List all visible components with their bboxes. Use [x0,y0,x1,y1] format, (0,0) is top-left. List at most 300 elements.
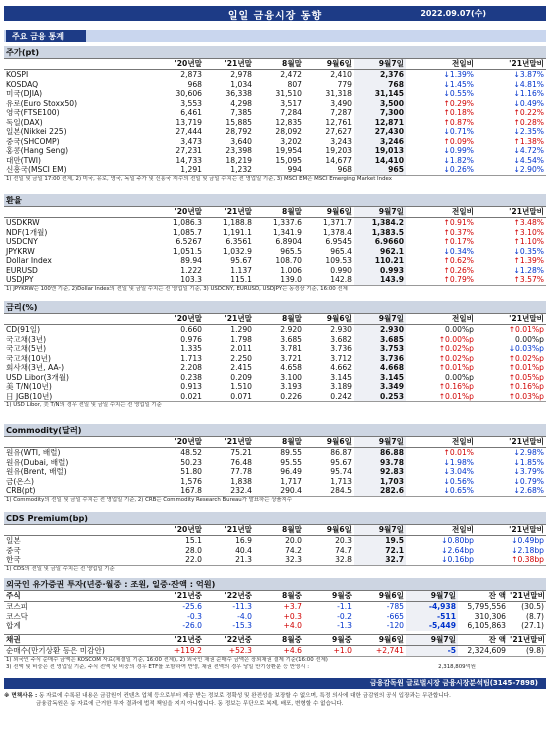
cell-value: 15,095 [275,155,302,165]
cell-value: 2.415 [230,363,252,372]
change-value: 0.00%p [445,372,474,382]
cell-value: 0.021 [180,391,202,401]
cell-value: 3,243 [330,136,352,146]
cell-value: -785 [386,602,404,611]
change-value: ↓0.16bp [441,555,474,564]
cell-value: -4,938 [406,602,458,612]
column-header: '21년말 [204,207,254,218]
cell-value: 2.250 [230,353,252,363]
column-header: '20년말 [154,207,204,218]
change-value: ↑0.37% [443,227,474,237]
cell-value: 6.9545 [325,237,352,246]
cell-value: 75.21 [230,448,252,457]
cell-value: 1,188.8 [223,218,252,227]
column-header: 9월7일 [354,314,406,325]
cell-value: (8.7) [525,611,544,621]
column-header: 전일비 [406,437,476,448]
column-header: '21년말비 [476,525,546,536]
row-label: 합계 [6,621,21,630]
column-header: '21년말비 [476,314,546,325]
table-row [4,555,546,565]
table-row [4,108,546,118]
row-label: 신흥국(MSCI EM) [6,165,67,174]
cell-value: 3.682 [330,334,352,344]
cell-value: 110.21 [354,256,406,266]
column-header: '22년중 [204,635,254,646]
change-value: ↑0.02%p [508,353,544,363]
table-row [4,156,546,166]
table-row [4,546,546,556]
cell-value: 14,410 [354,156,406,166]
column-header: 9월7일 [354,59,406,70]
cell-value: 994 [287,165,302,174]
commodity-table [4,436,546,496]
cell-value: 3,553 [180,98,202,108]
row-label: EURUSD [6,265,38,275]
cell-value: 27,627 [325,127,352,136]
report-header [4,6,546,21]
row-label: 日 JGB(10년) [6,391,53,401]
cell-value: -511 [406,612,458,622]
cell-value: 3.100 [280,372,302,382]
table-row [4,99,546,109]
cell-value: 0.209 [230,372,252,382]
fx-title: 환율 [4,194,546,206]
cell-value: -15.3 [232,621,252,630]
cell-value: 1.713 [180,353,202,363]
column-header: '21년말 [204,525,254,536]
column-header: 9월6일 [304,314,354,325]
table-row [4,146,546,156]
cell-value: -4.0 [237,611,252,621]
column-header: 9월6일 [304,207,354,218]
cell-value: 51.80 [180,467,202,476]
cell-value: 1,086.3 [173,218,202,227]
cell-value: 22.0 [185,555,202,564]
cell-value: 89.55 [280,448,302,457]
cell-value: 19.5 [354,536,406,546]
change-value: ↑0.62% [443,256,474,265]
cell-value: 1.510 [230,382,252,391]
column-header: '21년말 [204,59,254,70]
change-value: 0.00%p [445,325,474,334]
cell-value: 6.8904 [275,237,302,246]
cell-value: 143.9 [354,275,406,285]
change-value: ↓4.54% [513,155,544,165]
table-row [4,382,546,392]
change-value: ↑0.91% [443,218,474,227]
cell-value: 1,232 [230,165,252,174]
change-value: ↓1.82% [443,155,474,165]
change-value: ↑0.02%p [438,353,474,363]
cell-value: 95.74 [330,467,352,476]
row-label: JPYKRW [6,246,35,256]
column-header [4,207,154,218]
change-value: ↓4.81% [513,79,544,89]
cell-value: 2.930 [354,325,406,335]
change-value: ↑0.16%p [438,382,474,391]
table-row [4,354,546,364]
change-value: ↓1.45% [443,79,474,89]
table-header [4,437,546,448]
cell-value: 1,378.4 [323,227,352,237]
cell-value: 779 [337,79,352,89]
table-row [4,275,546,285]
row-label: CD(91일) [6,325,41,334]
summary-bar [4,30,546,42]
cell-value: 27,444 [175,127,202,136]
cell-value: -5 [406,646,458,656]
commodity-section [4,424,546,504]
change-value: ↑0.01%p [438,391,474,401]
column-header [4,525,154,536]
table-row [4,256,546,266]
row-label: 국고채(3년) [6,334,47,344]
cell-value: 86.88 [354,448,406,458]
table-header [4,207,546,218]
stocks-note: 1) 전일 및 금일 17:00 전체, 2) 미국, 유로, 영국, 독일 주가 및 신흥국 지수의 전일 및 금일 수치는 전 영업일 기준, 3) MSCI EM은 MSCI Emerging Market Index [4,175,546,183]
row-label: 일본(Nikkei 225) [6,127,67,136]
cell-value: -25.6 [182,602,202,611]
table-row [4,467,546,477]
cell-value: 2,873 [180,70,202,79]
cell-value: 12,871 [354,118,406,128]
column-header: '20년말 [154,437,204,448]
table-row [4,70,546,80]
table-row [4,165,546,175]
column-header: 9월7일 [354,525,406,536]
table-row [4,486,546,496]
cell-value: 3.736 [354,354,406,364]
table-row [4,89,546,99]
table-row [4,363,546,373]
cell-value: +0.3 [283,611,302,621]
cell-value: 48.52 [180,448,202,457]
row-label: 금(온스) [6,476,34,486]
rates-table [4,313,546,401]
table-row [4,325,546,335]
cell-value: 968 [337,165,352,174]
table-row [4,477,546,487]
cell-value: 0.238 [180,372,202,382]
change-value: ↓0.79% [513,476,544,486]
cell-value: 3,490 [330,98,352,108]
column-header: 주식 [4,591,154,602]
cell-value: 1,032.9 [223,246,252,256]
cell-value: 16.9 [235,536,252,545]
cell-value: 142.8 [330,275,352,284]
column-header: '21년중 [154,635,204,646]
cds-note: 1) CDS의 전일 및 금일 수치는 전 영업일 기준 [4,565,546,573]
report-title: 일일 금융시장 동향 [227,11,323,22]
change-value: ↓1.39% [443,70,474,79]
cell-value: 74.7 [335,545,352,555]
change-value: ↓0.26% [443,165,474,174]
row-label: 한국 [6,555,21,564]
row-label: 일본 [6,536,21,545]
change-value: ↓0.71% [443,127,474,136]
cell-value: 1,337.6 [273,218,302,227]
column-header [4,59,154,70]
foreign-title: 외국인 유가증권 투자(년중·월중 : 조원, 일중·잔액 : 억원) [4,578,546,590]
change-value: ↓3.87% [513,70,544,79]
cell-value: 167.8 [180,486,202,495]
cell-value: 807 [287,79,302,89]
cell-value: 3.781 [280,344,302,353]
cell-value: 2.208 [180,363,202,372]
cell-value: 109.53 [325,256,352,265]
cell-value: 14,677 [325,155,352,165]
column-header: '21년말비 [510,635,545,644]
cell-value: 15.1 [185,536,202,545]
foreign-stock-table [4,590,546,656]
cell-value: 282.6 [354,486,406,496]
cell-value: 2,472 [280,70,302,79]
cell-value: 27,430 [354,127,406,137]
cell-value: 3.753 [354,344,406,354]
cell-value: 0.990 [330,265,352,275]
change-value: ↑0.17% [443,237,474,246]
change-value: ↑0.16%p [508,382,544,391]
change-value: ↓2.35% [513,127,544,136]
column-header: 9월6일 [304,437,354,448]
cell-value: 3.685 [354,335,406,345]
table-row [4,228,546,238]
cell-value: +2,741 [375,646,404,655]
column-header: 8월중 [254,635,304,646]
table-header [4,635,546,646]
change-value: ↓2.98% [513,448,544,457]
table-header [4,314,546,325]
cell-value: 95.55 [280,457,302,467]
change-value: ↑3.57% [513,275,544,284]
row-label: USDCNY [6,237,38,246]
row-label: 순매수(만기상환 등은 미감안) [6,646,105,655]
cell-value: 5,795,556 [467,602,506,611]
cell-value: 1,713 [330,476,352,486]
column-header: 9월7일 [354,437,406,448]
row-label: 회사채(3년, AA-) [6,363,65,372]
commodity-title: Commodity(달러) [4,424,546,436]
cell-value: 23,398 [225,146,252,155]
change-value: ↑0.87% [443,117,474,127]
change-value: ↑0.01%p [508,325,544,334]
cell-value: 0.071 [230,391,252,401]
table-row [4,373,546,383]
column-header: '20년말 [154,314,204,325]
cell-value: 2.930 [330,325,352,334]
cell-value: 72.1 [354,546,406,556]
change-value: ↓2.18bp [511,545,544,555]
cell-value: 31,145 [354,89,406,99]
cell-value: 3,202 [280,136,302,146]
fx-section [4,194,546,293]
cell-value: 284.5 [330,486,352,495]
column-header: 9월6일 [304,525,354,536]
change-value: ↑0.01%p [438,363,474,372]
change-value: ↓1.85% [513,457,544,467]
row-label: 중국 [6,545,21,555]
change-value: ↑3.10% [513,227,544,237]
table-row [4,137,546,147]
row-label: 유로(Euro Stoxx50) [6,98,78,108]
column-header: 8월말 [254,59,304,70]
row-label: 코스닥 [6,611,29,621]
cell-value: 2.920 [280,325,302,334]
stocks-title: 주가(pt) [4,46,546,58]
cell-value: -665 [386,611,404,621]
cell-value: 31,510 [275,89,302,98]
cell-value: 32.8 [335,555,352,564]
change-value: ↑0.18% [443,108,474,117]
cell-value: 86.87 [330,448,352,457]
cell-value: 1.222 [180,265,202,275]
change-value: ↑0.00%p [438,334,474,344]
cell-value: 310,306 [474,611,506,621]
table-row [4,266,546,276]
change-value: ↓0.65% [443,486,474,495]
cell-value: 3,517 [280,98,302,108]
row-label: 미국(DJIA) [6,89,43,98]
change-value: ↑0.79% [443,275,474,284]
change-value: ↓2.90% [513,165,544,174]
cell-value: +4.0 [283,621,302,630]
fx-table [4,206,546,285]
table-row [4,118,546,128]
table-row [4,335,546,345]
column-header: '21년말비 [476,59,546,70]
change-value: ↓0.49bp [511,536,544,545]
cell-value: 0.253 [354,392,406,402]
cell-value: 12,761 [325,117,352,127]
cds-title: CDS Premium(bp) [4,512,546,524]
column-header: '21년말 [204,314,254,325]
cell-value: 1.290 [230,325,252,334]
cell-value: 1,034 [230,79,252,89]
row-label: Dollar Index [6,256,52,265]
column-header: 8월중 [254,591,304,602]
cell-value: 3.712 [330,353,352,363]
report-date: 2022.09.07(수) [420,9,486,18]
table-header [4,525,546,536]
table-row [4,448,546,458]
change-value: ↓3.04% [443,467,474,476]
row-label: 홍콩(Hang Seng) [6,146,69,155]
change-value: ↓1.98% [443,457,474,467]
change-value: ↑1.10% [513,237,544,246]
change-value: ↓0.35% [513,246,544,256]
column-header: 전일비 [406,314,476,325]
column-header: 9월7일 [406,635,458,646]
row-label: KOSPI [6,70,29,79]
table-row [4,646,546,656]
cell-value: (30.5) [521,602,544,611]
cell-value: 1,717 [280,476,302,486]
change-value: ↑0.02%p [438,344,474,353]
cell-value: (27.1) [521,621,544,630]
cell-value: 290.4 [280,486,302,495]
row-label: 원유(Brent, 배럴) [6,467,67,476]
disclaimer-line-2: 금융감독원은 동 자료에 근거한 투자 결과에 법적 책임을 지지 아니합니다. 동 정보는 무단으로 복제, 배포, 변형할 수 없습니다. [36,701,344,707]
column-header: 9월중 [304,591,354,602]
cell-value: 28,792 [225,127,252,136]
change-value: ↑0.05%p [508,372,544,382]
table-row [4,127,546,137]
row-label: 국고채(5년) [6,344,47,353]
cell-value: 4.658 [280,363,302,372]
cell-value: 4.662 [330,363,352,372]
cell-value: 3.145 [330,372,352,382]
disclaimer [4,692,546,708]
cell-value: 74.2 [285,545,302,555]
column-header: '21년말비 [476,207,546,218]
rates-title: 금리(%) [4,301,546,313]
change-value: ↓0.34% [443,246,474,256]
row-label: NDF(1개월) [6,227,48,237]
cell-value: 103.3 [180,275,202,284]
column-header: 8월말 [254,314,304,325]
cell-value: 965 [354,165,406,175]
column-header: '21년말비 [510,591,545,600]
cell-value: 1.137 [230,265,252,275]
cell-value: 15,885 [225,117,252,127]
cell-value: +119.2 [173,646,202,655]
column-header: '21년중 [154,591,204,602]
cell-value: +4.6 [283,646,302,655]
change-value: ↓0.99% [443,146,474,155]
cell-value: 3.736 [330,344,352,353]
change-value: ↓3.79% [513,467,544,476]
cell-value: 2,376 [354,70,406,80]
row-label: CRB(pt) [6,486,36,495]
cell-value: -0.3 [187,611,202,621]
cell-value: 1,341.9 [273,227,302,237]
cell-value: 20.0 [285,536,302,545]
cell-value: 2,978 [230,70,252,79]
cell-value: 0.976 [180,334,202,344]
cell-value: -0.2 [337,611,352,621]
stock-section [4,46,546,183]
column-header: '21년말 [204,437,254,448]
cell-value: +1.0 [333,646,352,655]
cell-value: 92.83 [354,467,406,477]
summary-label: 주요 금융 통계 [6,30,86,42]
cell-value: 2,324,609 [467,646,506,655]
change-value: ↓0.56% [443,476,474,486]
cell-value: 4,298 [230,98,252,108]
cell-value: 3,473 [180,136,202,146]
cell-value: 7,385 [230,108,252,117]
column-header: '20년말 [154,525,204,536]
row-label: USDJPY [6,275,34,284]
cell-value: 19,954 [275,146,302,155]
table-row [4,344,546,354]
row-label: 원유(WTI, 배럴) [6,448,61,457]
column-header: 9월7일 [354,207,406,218]
foreign-note-2-text: 3) 전액 및 비중은 전 영업일 기준, 주식 전액 및 비중의 경우 ETF를 포함하여 반영, 채권 전액의 경우 당일 만기상환분 등 반영시 : [6,663,310,670]
table-header [4,59,546,70]
change-value: ↓1.16% [513,89,544,98]
column-header: 전일비 [406,59,476,70]
cds-section [4,512,546,573]
cell-value: 965.5 [280,246,302,256]
cell-value: 13,719 [175,117,202,127]
cell-value: 1,191.1 [223,227,252,237]
row-label: USDKRW [6,218,40,227]
row-label: 대만(TWI) [6,155,41,165]
column-header: 9월6일 [354,635,406,646]
change-value: ↑0.01%p [508,363,544,372]
